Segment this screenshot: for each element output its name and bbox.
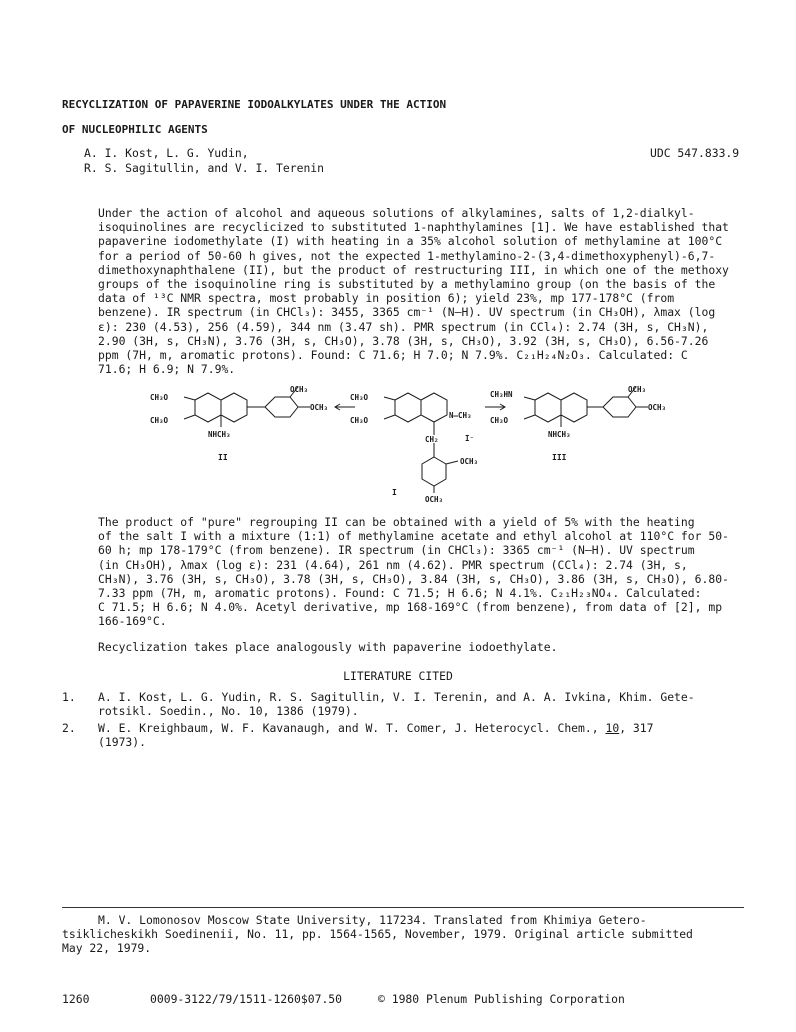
ch3o-label: CH₃O xyxy=(150,416,169,425)
reference-line: (1973). xyxy=(98,735,147,750)
text-line: dimethoxynaphthalene (II), but the product of restructuring III, in which one of the methoxy xyxy=(98,262,729,277)
title-line: RECYCLIZATION OF PAPAVERINE IODOALKYLATES UNDER THE ACTION xyxy=(62,98,447,111)
text-line: of the salt I with a mixture (1:1) of methylamine acetate and ethyl alcohol at 110°C for 50- xyxy=(98,529,729,544)
udc-code: UDC 547.833.9 xyxy=(650,146,740,160)
text-line: data of ¹³C NMR spectra, most probably in position 6); yield 23%, mp 177-178°C (from xyxy=(98,291,675,306)
och3-label: OCH₃ xyxy=(310,403,329,412)
text-line: ε): 230 (4.53), 256 (4.59), 344 nm (3.47 sh). PMR spectrum (in CCl₄): 2.74 (3H, s, CH₃N), xyxy=(98,319,709,334)
compound-label-iii: III xyxy=(552,453,567,462)
text-line: C 71.5; H 6.6; N 4.0%. Acetyl derivative, mp 168-169°C (from benzene), from data of [2], mp xyxy=(98,600,723,615)
article-title xyxy=(62,92,702,142)
footnote-line: M. V. Lomonosov Moscow State University, 117234. Translated from Khimiya Getero- xyxy=(98,913,647,927)
author-line: A. I. Kost, L. G. Yudin, xyxy=(84,146,249,160)
text-line: (in CH₃OH), λmax (log ε): 231 (4.64), 261 nm (4.62). PMR spectrum (CCl₄): 2.74 (3H, s, xyxy=(98,557,688,572)
text-line: papaverine iodomethylate (I) with heating in a 35% alcohol solution of methylamine at 100°C xyxy=(98,234,723,249)
reference-line: rotsikl. Soedin., No. 10, 1386 (1979). xyxy=(98,704,359,719)
text-line: ppm (7H, m, aromatic protons). Found: C 71.6; H 7.0; N 7.9%. C₂₁H₂₄N₂O₃. Calculated: C xyxy=(98,348,688,363)
och3-label: OCH₃ xyxy=(290,385,309,394)
och3-label: OCH₃ xyxy=(648,403,667,412)
ch2-label: CH₂ xyxy=(425,435,439,444)
text-line: 71.6; H 6.9; N 7.9%. xyxy=(98,362,236,377)
compound-label-ii: II xyxy=(218,453,228,462)
ch3o-label: CH₃O xyxy=(490,416,509,425)
reference-line xyxy=(98,721,746,735)
ch3o-label: CH₃O xyxy=(350,393,369,402)
author-list xyxy=(84,146,324,176)
compound-i-structure xyxy=(350,393,478,504)
och3-label: OCH₃ xyxy=(628,385,647,394)
text-line: groups of the isoquinoline ring is substituted by a methylamino group (on the basis of the xyxy=(98,277,716,292)
paragraph-3: Recyclization takes place analogously with papaverine iodoethylate. xyxy=(98,640,558,654)
text-line: for a period of 50-60 h gives, not the expected 1-methylamino-2-(3,4-dimethoxyphenyl)-6,7- xyxy=(98,248,716,263)
title-line: OF NUCLEOPHILIC AGENTS xyxy=(62,123,208,136)
compound-ii-structure xyxy=(150,385,328,462)
nhch3-label: NHCH₃ xyxy=(208,430,231,439)
paragraph-1 xyxy=(62,206,746,376)
text-line: 2.90 (3H, s, CH₃N), 3.76 (3H, s, CH₃O), 3.78 (3H, s, CH₃O), 3.92 (3H, s, CH₃O), 6.56-7.26 xyxy=(98,333,709,348)
ch3o-label: CH₃O xyxy=(150,393,169,402)
reaction-scheme xyxy=(140,385,700,505)
literature-heading: LITERATURE CITED xyxy=(343,669,453,683)
text-line: CH₃N), 3.76 (3H, s, CH₃O), 3.78 (3H, s, CH₃O), 3.84 (3H, s, CH₃O), 3.86 (3H, s, CH₃O), 6.80- xyxy=(98,571,729,586)
text-line: 166-169°C. xyxy=(98,614,167,629)
reference-volume: 10 xyxy=(605,721,620,735)
paragraph-2 xyxy=(62,515,746,629)
text-line: Under the action of alcohol and aqueous solutions of alkylamines, salts of 1,2-dialkyl- xyxy=(98,206,695,220)
footnote-line: tsiklicheskikh Soedinenii, No. 11, pp. 1564-1565, November, 1979. Original article submitted xyxy=(62,927,693,942)
reference-text xyxy=(98,721,746,749)
reference-pages: , 317 xyxy=(619,721,654,735)
footnote-divider xyxy=(62,907,744,908)
text-line: isoquinolines are recyclicized to substituted 1-naphthylamines [1]. We have established that xyxy=(98,220,729,235)
text-line: The product of "pure" regrouping II can be obtained with a yield of 5% with the heating xyxy=(98,515,695,529)
reference-number: 2. xyxy=(62,721,76,735)
footnote-line: May 22, 1979. xyxy=(62,941,152,956)
author-line: R. S. Sagitullin, and V. I. Terenin xyxy=(84,161,325,175)
reference-text xyxy=(98,690,746,718)
ch3o-label: CH₃O xyxy=(350,416,369,425)
n-methyl-label: N—CH₃ xyxy=(449,411,472,420)
text-line: benzene). IR spectrum (in CHCl₃): 3455, 3365 cm⁻¹ (N—H). UV spectrum (in CH₃OH), λmax (log xyxy=(98,305,716,320)
ch3hn-label: CH₃HN xyxy=(490,390,513,399)
reaction-arrow xyxy=(485,404,505,410)
article-code: 0009-3122/79/1511-1260$07.50 xyxy=(150,992,343,1006)
iodide-label: I⁻ xyxy=(465,434,475,443)
text-line: 7.33 ppm (7H, m, aromatic protons). Found: C 71.5; H 6.6; N 4.1%. C₂₁H₂₃NO₄. Calculated: xyxy=(98,586,702,601)
och3-label: OCH₃ xyxy=(460,457,479,466)
reference-number: 1. xyxy=(62,690,76,704)
och3-label: OCH₃ xyxy=(425,495,444,504)
text-line: 60 h; mp 178-179°C (from benzene). IR spectrum (in CHCl₃): 3365 cm⁻¹ (N—H). UV spectrum xyxy=(98,543,695,558)
copyright-notice: © 1980 Plenum Publishing Corporation xyxy=(378,992,625,1006)
reference-authors: W. E. Kreighbaum, W. F. Kavanaugh, and W. T. Comer, J. Heterocycl. Chem., xyxy=(98,721,606,735)
compound-label-i: I xyxy=(392,488,397,497)
compound-iii-structure xyxy=(490,385,666,462)
footnote xyxy=(62,913,746,956)
nhch3-label: NHCH₃ xyxy=(548,430,571,439)
reaction-arrow xyxy=(335,404,355,410)
reference-line: A. I. Kost, L. G. Yudin, R. S. Sagitullin, V. I. Terenin, and A. A. Ivkina, Khim. Gete- xyxy=(98,690,695,704)
page-number: 1260 xyxy=(62,992,90,1006)
